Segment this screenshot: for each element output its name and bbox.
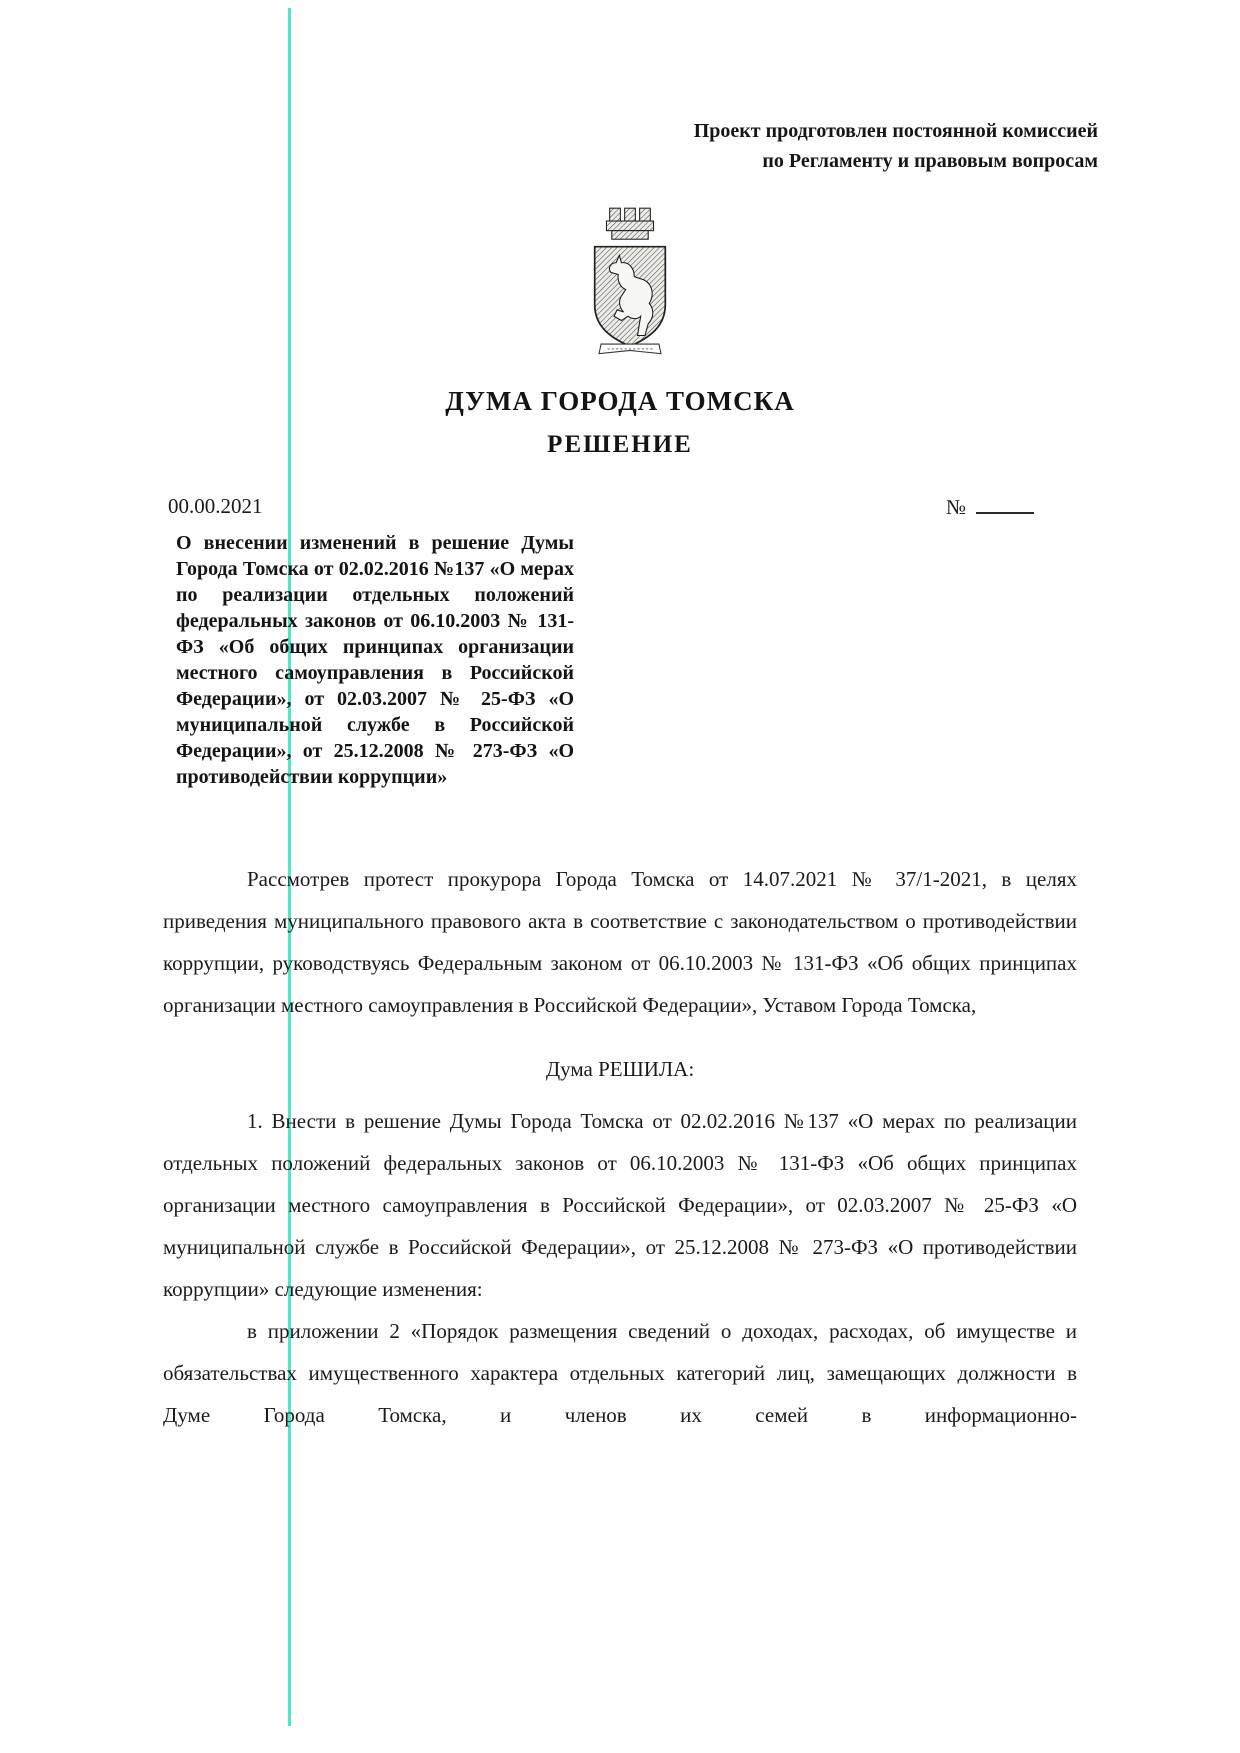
doc-number (946, 494, 1034, 520)
org-name-title: ДУМА ГОРОДА ТОМСКА (445, 386, 795, 416)
item-1-paragraph: 1. Внести в решение Думы Города Томска от 02.02.2016 №137 «О мерах по реализации отдельных положений федеральных законов от 06.10.2003 № 131-ФЗ «Об общих принципах организации местного самоуправления в Российской Федерации», от 02.03.2007 № 25-ФЗ «О муниципальной службе в Российской Федерации», от 25.12.2008 № 273-ФЗ «О противодействии коррупции» следующие изменения: (163, 1109, 1077, 1301)
emblem-ribbon (599, 344, 661, 354)
resolution-heading: Дума РЕШИЛА: (545, 1057, 695, 1081)
doc-date: 00.00.2021 (168, 494, 263, 518)
tomsk-coat-of-arms-icon (584, 206, 676, 362)
header-note-line-2: по Регламенту и правовым вопросам (762, 150, 1098, 172)
doc-subject-title: О внесении изменений в решение Думы Города Томска от 02.02.2016 №137 «О мерах по реализации отдельных положений федеральных законов от 06.10.2003 № 131-ФЗ «Об общих принципах организации местного самоуправления в Российской Федерации», от 02.03.2007 № 25-ФЗ «О муниципальной службе в Российской Федерации», от 25.12.2008 № 273-ФЗ «О противодействии коррупции» (176, 532, 574, 788)
doc-type-title: РЕШЕНИЕ (547, 431, 693, 458)
preamble-paragraph: Рассмотрев протест прокурора Города Томска от 14.07.2021 № 37/1-2021, в целях приведения муниципального правового акта в соответствие с законодательством о противодействии коррупции, руководствуясь Федеральным законом от 06.10.2003 № 131-ФЗ «Об общих принципах организации местного самоуправления в Российской Федерации», Уставом Города Томска, (163, 867, 1077, 1017)
doc-number-blank-line (976, 494, 1034, 514)
doc-number-label: № (946, 495, 967, 519)
item-2-paragraph: в приложении 2 «Порядок размещения сведений о доходах, расходах, об имуществе и обязательствах имущественного характера отдельных категорий лиц, замещающих должности в Думе Города Томска, и членов их семей в информационно- (163, 1319, 1077, 1427)
crown-icon (606, 208, 653, 239)
document-body (163, 858, 1077, 1436)
header-note (694, 116, 1098, 176)
header-note-line-1: Проект продготовлен постоянной комиссией (693, 120, 1098, 142)
